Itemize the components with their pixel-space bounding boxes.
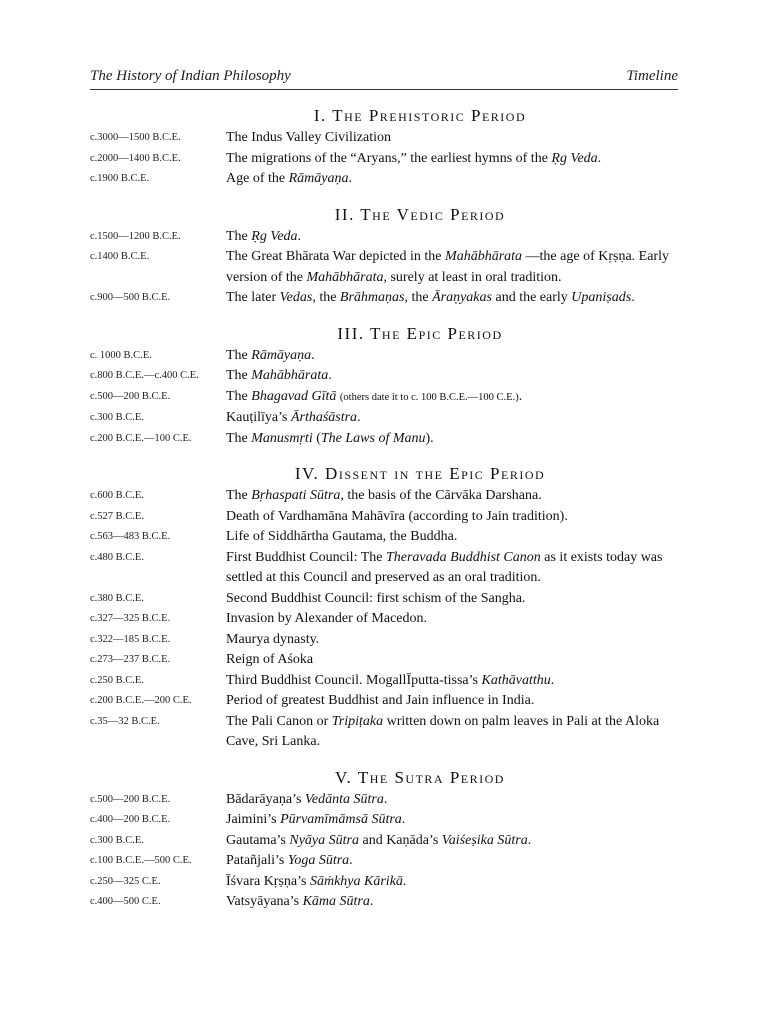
- timeline-entry: [90, 671, 680, 692]
- entry-description: [226, 712, 678, 753]
- entry-text: .: [401, 812, 406, 827]
- entry-text: The: [226, 368, 252, 383]
- section-title: V. The Sutra Period: [335, 767, 505, 787]
- entry-date: c.380 B.C.E.: [90, 592, 144, 604]
- entry-text: Bādarāyaṇa’s: [226, 791, 305, 807]
- entry-description: [226, 630, 678, 651]
- timeline-entry: [90, 169, 680, 190]
- timeline-entry: [90, 527, 680, 548]
- timeline-section: [90, 104, 680, 190]
- entry-text: The: [226, 347, 252, 363]
- entry-text: The later: [226, 290, 280, 305]
- entry-text: The: [226, 228, 252, 244]
- entry-title-italic: Vaiśeṣika Sūtra: [441, 832, 528, 848]
- entry-title-italic: Nyāya Sūtra: [289, 832, 359, 848]
- entry-text: .: [348, 171, 352, 186]
- entry-description: [226, 507, 678, 528]
- timeline-entry: [90, 851, 680, 872]
- entry-date: c.1400 B.C.E.: [90, 251, 150, 262]
- section-title: III. The Epic Period: [337, 323, 503, 343]
- entry-title-italic: Kāma Sūtra: [302, 894, 370, 909]
- header-rule: [90, 89, 678, 90]
- entry-title-italic: Pūrvamīmāmsā Sūtra: [280, 812, 402, 827]
- entry-description: [226, 671, 678, 692]
- section-title: I. The Prehistoric Period: [313, 106, 527, 125]
- entry-description: [226, 227, 678, 248]
- entry-date: c.400—500 C.E.: [90, 896, 161, 907]
- entry-description: [226, 387, 678, 409]
- entry-date: c.327—325 B.C.E.: [90, 613, 171, 624]
- timeline-entry: [90, 589, 680, 610]
- timeline-entry: [90, 831, 680, 852]
- entry-text: .: [383, 791, 388, 807]
- entry-text: The Indus Valley Civilization: [226, 130, 391, 145]
- entry-description: [226, 429, 678, 450]
- entry-date: c.273—237 B.C.E.: [90, 654, 171, 665]
- entry-date: c.300 B.C.E.: [90, 834, 144, 846]
- entry-title-italic: Mahābhārata: [445, 249, 523, 264]
- entry-title-italic: Āraṇyakas: [432, 290, 492, 305]
- entry-text: Patañjali’s: [226, 853, 288, 868]
- entry-title-italic: Theravada Buddhist Canon: [385, 549, 541, 565]
- timeline-entry: [90, 872, 680, 893]
- entry-description: [226, 790, 678, 811]
- entry-date: c.800 B.C.E.—c.400 C.E.: [90, 370, 199, 381]
- entry-text: Period of greatest Buddhist and Jain influence in India.: [226, 693, 535, 708]
- entry-date: c.200 B.C.E.—200 C.E.: [90, 695, 192, 706]
- entry-title-italic: Kathāvatthu: [481, 672, 551, 688]
- entry-title-italic: Sāṁkhya Kārikā: [309, 873, 403, 889]
- entry-date: c.200 B.C.E.—100 C.E.: [90, 432, 192, 444]
- entry-text: .: [349, 853, 353, 868]
- timeline-entry: [90, 650, 680, 671]
- entry-title-italic: Yoga Sūtra: [287, 853, 350, 868]
- entry-title-italic: Bhagavad Gītā: [251, 388, 337, 404]
- timeline-section: [90, 203, 680, 309]
- entry-title-italic: Ṛg Veda: [251, 228, 298, 244]
- entry-description: [226, 366, 678, 387]
- entry-text: Īśvara Kṛṣṇa’s: [226, 873, 310, 889]
- entry-title-italic: The Laws of Manu: [320, 430, 426, 446]
- entry-text: (: [312, 430, 321, 446]
- entry-text: Kauṭilīya’s: [226, 410, 291, 425]
- entry-text: Death of Vardhamāna Mahāvīra (according to Jain tradition).: [226, 508, 568, 524]
- timeline-entry: [90, 630, 680, 651]
- entry-text: The Pali Canon or: [226, 713, 332, 729]
- entry-description: [226, 831, 678, 852]
- entry-title-italic: Upaniṣads: [571, 290, 632, 305]
- entry-description: [226, 872, 678, 893]
- entry-text: Reign of Aśoka: [226, 652, 314, 667]
- entry-text: First Buddhist Council: The: [226, 549, 386, 565]
- entry-title-italic: Brāhmaṇas: [339, 290, 405, 305]
- entry-description: [226, 650, 678, 671]
- running-header: [90, 68, 678, 88]
- entry-text: Jaimini’s: [226, 812, 281, 827]
- entry-text: , the: [404, 290, 433, 305]
- entry-text: .: [597, 150, 602, 166]
- timeline-entry: [90, 892, 680, 913]
- entry-description: [226, 169, 678, 190]
- timeline-entry: [90, 408, 680, 429]
- entry-text: written down on palm leaves in Pali at the Aloka Cave, Sri Lanka.: [226, 713, 660, 749]
- entry-text: as it exists today was settled at this Council and preserved as an oral tradition.: [226, 549, 663, 585]
- entry-date: c.250—325 C.E.: [90, 875, 161, 887]
- entry-text: Vatsyāyana’s: [226, 894, 303, 909]
- entry-date: c.3000—1500 B.C.E.: [90, 132, 181, 143]
- entry-text: .: [328, 368, 332, 383]
- timeline-entry: [90, 366, 680, 387]
- entry-text: The migrations of the “Aryans,” the earliest hymns of the: [226, 150, 552, 166]
- entry-title-italic: Bṛhaspati Sūtra: [251, 488, 341, 503]
- entry-text: The Great Bhārata War depicted in the: [226, 249, 446, 264]
- entry-text: .: [369, 894, 374, 909]
- timeline-entry: [90, 548, 680, 589]
- entry-text: .: [527, 832, 532, 848]
- entry-text: Invasion by Alexander of Macedon.: [226, 611, 427, 626]
- entry-description: [226, 346, 678, 367]
- timeline-entry: [90, 149, 680, 170]
- entry-date: c.563—483 B.C.E.: [90, 531, 171, 542]
- entry-date: c. 1000 B.C.E.: [90, 349, 152, 361]
- entry-date: c.600 B.C.E.: [90, 490, 144, 501]
- timeline-entry: [90, 810, 680, 831]
- entry-note: (others date it to c. 100 B.C.E.—100 C.E.): [339, 391, 519, 403]
- entry-title-italic: Manusmṛti: [251, 430, 313, 446]
- timeline-entry: [90, 128, 680, 149]
- entry-description: [226, 288, 678, 309]
- entry-text: .: [311, 347, 315, 363]
- entry-title-italic: Ṛg Veda: [551, 150, 598, 166]
- entry-text: .: [402, 873, 407, 889]
- entry-date: c.250 B.C.E.: [90, 674, 144, 686]
- entry-description: [226, 149, 678, 170]
- timeline-entry: [90, 429, 680, 450]
- timeline-entry: [90, 507, 680, 528]
- entry-title-italic: Mahābhārata: [251, 368, 329, 383]
- entry-date: c.35—32 B.C.E.: [90, 715, 160, 727]
- entry-text: .: [631, 290, 635, 305]
- timeline-section: [90, 766, 680, 913]
- entry-title-italic: Rāmāyaṇa: [251, 347, 312, 363]
- entry-description: [226, 691, 678, 712]
- entry-text: Gautama’s: [226, 832, 290, 848]
- entry-description: [226, 892, 678, 913]
- entry-title-italic: Vedas: [279, 290, 313, 305]
- entry-date: c.500—200 B.C.E.: [90, 390, 171, 402]
- entry-text: The: [226, 388, 252, 404]
- timeline-entry: [90, 227, 680, 248]
- entry-description: [226, 128, 678, 149]
- entry-text: , surely at least in oral tradition.: [383, 269, 562, 285]
- entry-description: [226, 247, 678, 288]
- header-book-title: The History of Indian Philosophy: [90, 68, 291, 84]
- entry-text: The: [226, 488, 252, 503]
- timeline-entry: [90, 288, 680, 309]
- timeline-entry: [90, 609, 680, 630]
- timeline-entry: [90, 346, 680, 367]
- entry-date: c.527 B.C.E.: [90, 510, 144, 522]
- entry-text: The: [226, 430, 252, 446]
- timeline-entry: [90, 247, 680, 288]
- entry-text: .: [550, 672, 555, 688]
- entry-text: —the age of Kṛṣṇa. Early version of the: [226, 249, 669, 285]
- timeline-section: [90, 462, 680, 753]
- entry-date: c.900—500 B.C.E.: [90, 292, 171, 303]
- entry-text: and Kaṇāda’s: [358, 832, 442, 848]
- timeline-entry: [90, 486, 680, 507]
- entry-date: c.400—200 B.C.E.: [90, 814, 171, 825]
- entry-date: c.2000—1400 B.C.E.: [90, 152, 181, 164]
- entry-text: and the early: [491, 290, 572, 305]
- entry-title-italic: Ārthaśāstra: [290, 410, 358, 425]
- entry-text: Life of Siddhārtha Gautama, the Buddha.: [226, 529, 458, 544]
- entry-date: c.1900 B.C.E.: [90, 173, 150, 184]
- entry-date: c.100 B.C.E.—500 C.E.: [90, 855, 192, 866]
- entry-text: , the basis of the Cārvāka Darshana.: [340, 488, 542, 503]
- entry-text: Second Buddhist Council: first schism of the Sangha.: [226, 590, 526, 606]
- entry-date: c.322—185 B.C.E.: [90, 633, 171, 645]
- section-title: II. The Vedic Period: [334, 204, 506, 224]
- timeline-section: [90, 322, 680, 450]
- entry-date: c.480 B.C.E.: [90, 551, 144, 563]
- entry-description: [226, 486, 678, 507]
- entry-text: .: [518, 388, 523, 404]
- entry-text: Third Buddhist Council. MogallĪputta-tissa’s: [226, 672, 482, 688]
- entry-date: c.500—200 B.C.E.: [90, 793, 171, 805]
- entry-text: Age of the: [226, 171, 289, 186]
- entry-text: ).: [425, 430, 434, 446]
- entry-description: [226, 851, 678, 872]
- timeline: [90, 104, 680, 913]
- entry-description: [226, 609, 678, 630]
- entry-description: [226, 810, 678, 831]
- entry-title-italic: Tripiṭaka: [331, 713, 384, 729]
- entry-description: [226, 589, 678, 610]
- entry-text: Maurya dynasty.: [226, 631, 320, 647]
- entry-date: c.300 B.C.E.: [90, 412, 144, 423]
- entry-text: .: [297, 228, 302, 244]
- timeline-entry: [90, 712, 680, 753]
- timeline-entry: [90, 691, 680, 712]
- entry-title-italic: Vedānta Sūtra: [304, 791, 384, 807]
- entry-text: , the: [312, 290, 340, 305]
- section-title: IV. Dissent in the Epic Period: [294, 464, 546, 483]
- timeline-entry: [90, 387, 680, 409]
- header-section-title: Timeline: [626, 68, 678, 84]
- entry-date: c.1500—1200 B.C.E.: [90, 230, 181, 242]
- timeline-entry: [90, 790, 680, 811]
- entry-title-italic: Mahābhārata: [306, 269, 384, 285]
- entry-description: [226, 408, 678, 429]
- entry-description: [226, 527, 678, 548]
- entry-text: .: [357, 410, 361, 425]
- entry-description: [226, 548, 678, 589]
- entry-title-italic: Rāmāyaṇa: [288, 171, 349, 186]
